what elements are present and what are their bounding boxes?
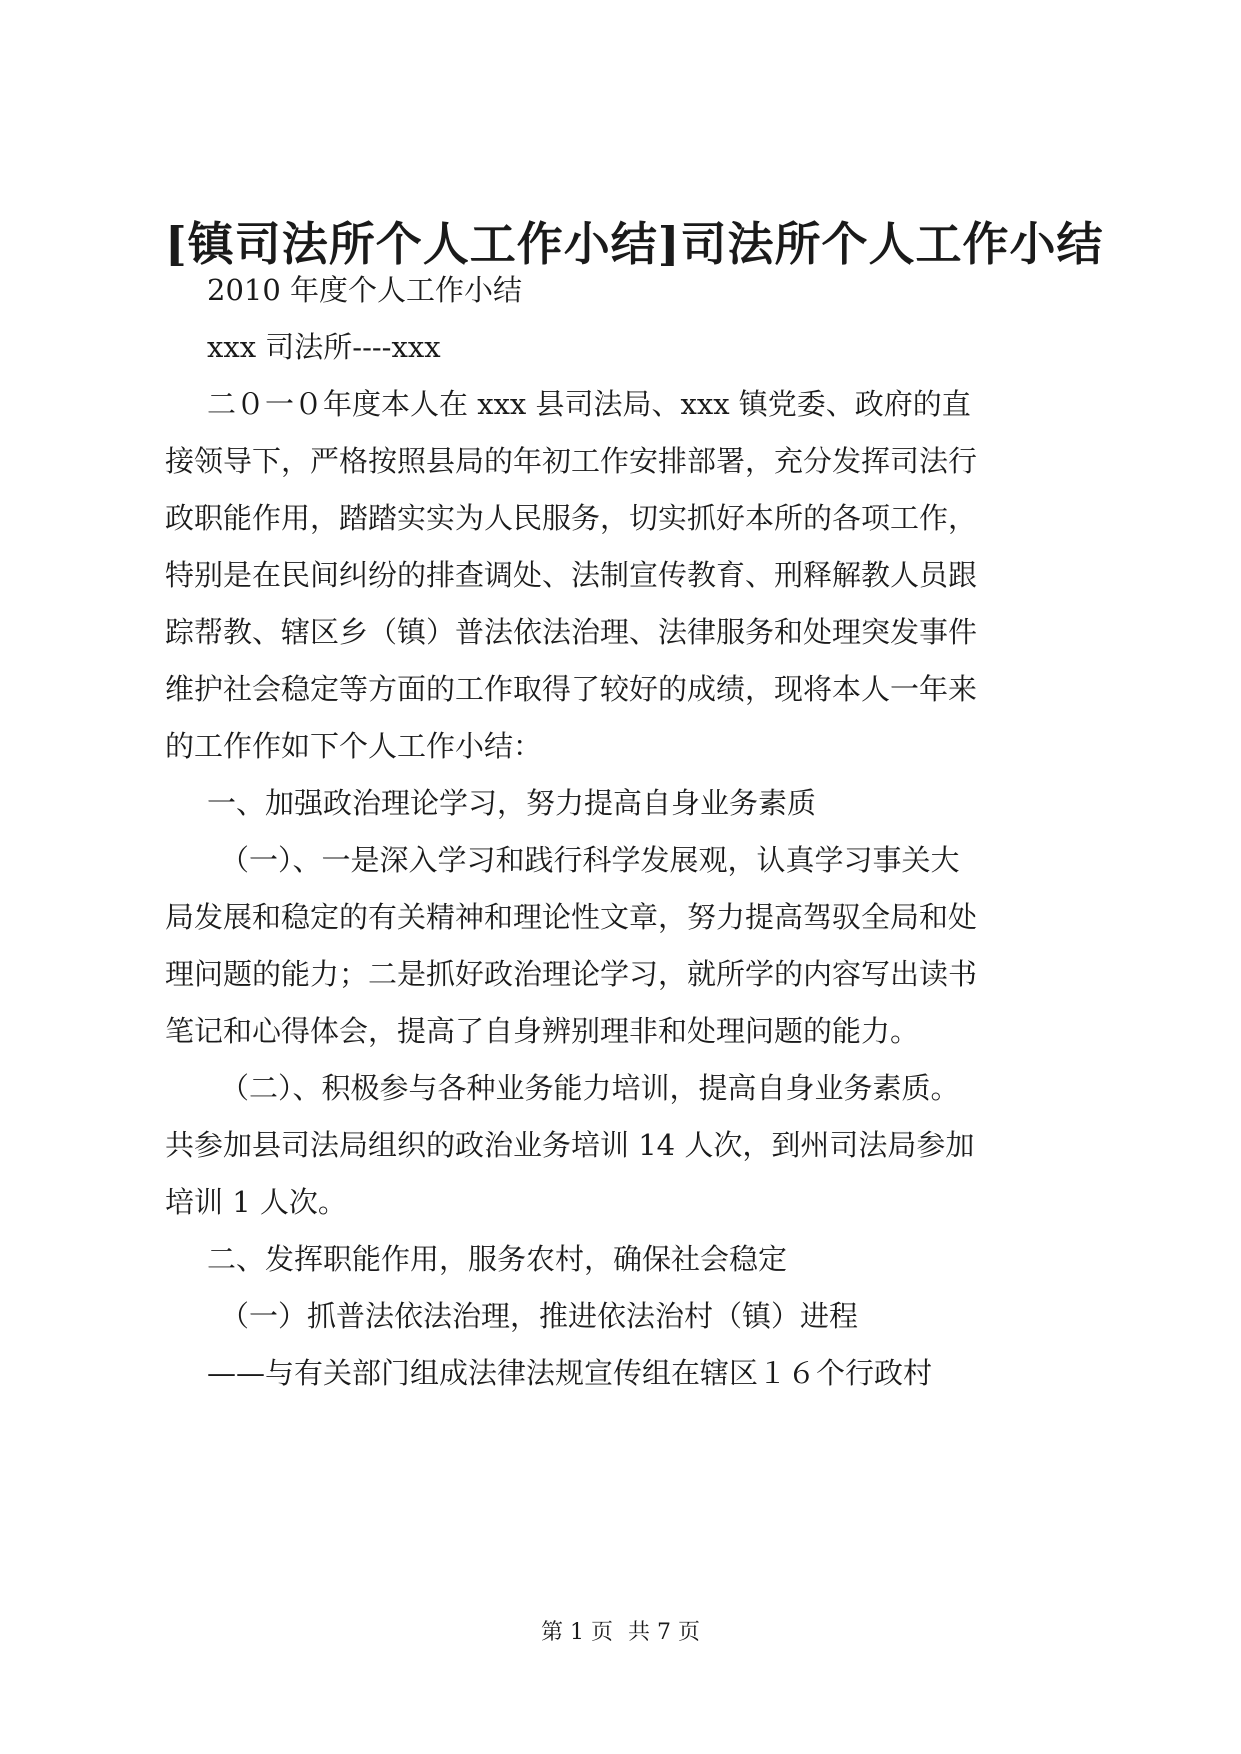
page-number: 第 1 页: [541, 1620, 613, 1645]
body-line: 理问题的能力；二是抓好政治理论学习，就所学的内容写出读书: [165, 957, 978, 991]
section-heading: 二、发挥职能作用，服务农村，确保社会稳定: [207, 1242, 788, 1276]
body-line: 二０一０年度本人在 xxx 县司法局、xxx 镇党委、政府的直: [207, 387, 971, 421]
body-line: 踪帮教、辖区乡（镇）普法依法治理、法律服务和处理突发事件: [165, 615, 978, 649]
page-footer: [0, 1618, 1241, 1648]
body-line: （一）、一是深入学习和践行科学发展观，认真学习事关大: [220, 843, 960, 877]
body-line: 政职能作用，踏踏实实为人民服务，切实抓好本所的各项工作，: [165, 501, 978, 535]
subsection-heading: （一）抓普法依法治理，推进依法治村（镇）进程: [220, 1299, 859, 1333]
author-line: xxx 司法所----xxx: [207, 330, 441, 364]
body-line: 接领导下，严格按照县局的年初工作安排部署，充分发挥司法行: [165, 444, 978, 478]
body-line: 培训 1 人次。: [165, 1185, 347, 1219]
section-heading: 一、加强政治理论学习，努力提高自身业务素质: [207, 786, 817, 820]
body-line: 特别是在民间纠纷的排查调处、法制宣传教育、刑释解教人员跟: [165, 558, 978, 592]
body-line: （二）、积极参与各种业务能力培训，提高自身业务素质。: [220, 1071, 960, 1105]
body-line: 笔记和心得体会，提高了自身辨别理非和处理问题的能力。: [165, 1014, 920, 1048]
body-line: ——与有关部门组成法律法规宣传组在辖区１６个行政村: [207, 1356, 933, 1390]
body-line: 的工作作如下个人工作小结：: [165, 729, 543, 763]
document-title: [镇司法所个人工作小结]司法所个人工作小结: [165, 217, 1104, 271]
body-line: 维护社会稳定等方面的工作取得了较好的成绩，现将本人一年来: [165, 672, 978, 706]
body-line: 局发展和稳定的有关精神和理论性文章，努力提高驾驭全局和处: [165, 900, 978, 934]
page-total: 共 7 页: [628, 1620, 700, 1645]
subtitle: 2010 年度个人工作小结: [207, 273, 523, 307]
body-line: 共参加县司法局组织的政治业务培训 14 人次，到州司法局参加: [165, 1128, 975, 1162]
